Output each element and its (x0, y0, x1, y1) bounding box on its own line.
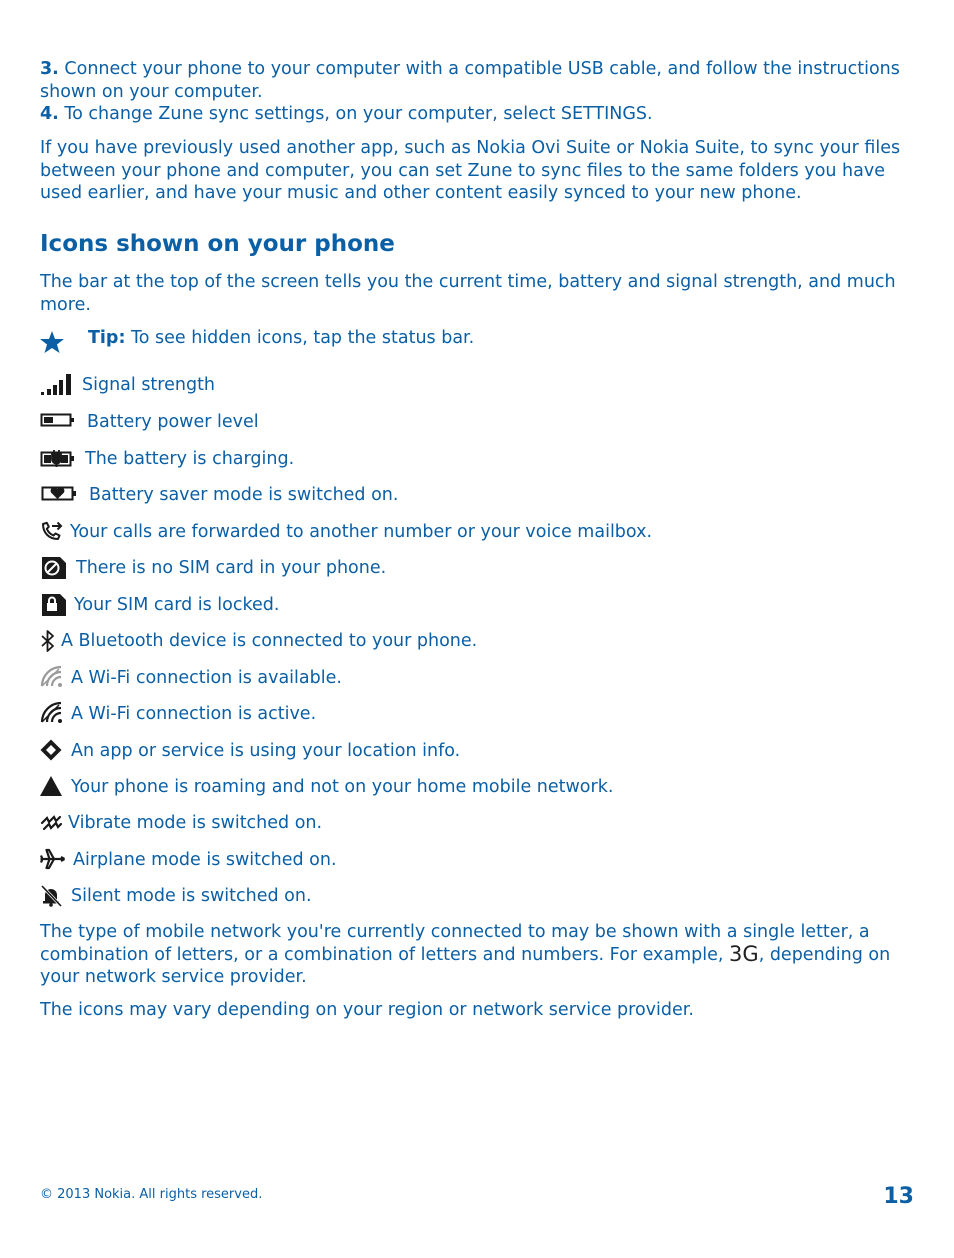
icon-label: A Bluetooth device is connected to your phone. (61, 631, 478, 651)
icon-row-silent (40, 884, 920, 910)
battery-level-icon (40, 410, 76, 432)
icon-row-wifi-available (40, 666, 920, 692)
closing-paragraph: The icons may vary depending on your region or network service provider. (40, 1000, 694, 1020)
icon-row-call-forward (40, 520, 920, 546)
icon-row-battery (40, 410, 920, 436)
icon-row-vibrate (40, 811, 920, 837)
section-intro: The bar at the top of the screen tells you the current time, battery and signal strength, and much more. (40, 272, 896, 315)
no-sim-icon (40, 556, 68, 580)
airplane-icon (40, 848, 66, 870)
network-text-after: , depending on your network service provider. (40, 944, 891, 987)
step-number: 4. (40, 104, 59, 124)
copyright: © 2013 Nokia. All rights reserved. (40, 1187, 263, 1202)
icon-row-location (40, 739, 920, 765)
icon-label: A Wi-Fi connection is available. (71, 668, 342, 688)
tip-body: To see hidden icons, tap the status bar. (125, 328, 475, 348)
bluetooth-icon (40, 629, 56, 653)
icon-label: An app or service is using your location info. (71, 741, 461, 761)
icon-row-sim-locked (40, 593, 920, 619)
icon-row-bluetooth (40, 629, 920, 655)
network-text-before: The type of mobile network you're currently connected to may be shown with a single letter, a combination of letters, or a combination of letters and numbers. For example, (40, 922, 870, 965)
roaming-icon (40, 775, 64, 797)
network-paragraph (40, 921, 920, 989)
icon-label: Battery saver mode is switched on. (89, 485, 399, 505)
step-number: 3. (40, 59, 59, 79)
battery-charging-icon (40, 447, 76, 469)
icon-label: Battery power level (87, 412, 259, 432)
wifi-active-icon (40, 702, 66, 724)
icon-row-charging (40, 447, 920, 473)
icon-label: Vibrate mode is switched on. (68, 813, 323, 833)
icon-label: There is no SIM card in your phone. (76, 558, 387, 578)
icon-label: A Wi-Fi connection is active. (71, 704, 317, 724)
icon-label: Your SIM card is locked. (74, 595, 280, 615)
star-icon (40, 330, 64, 354)
icon-label: Silent mode is switched on. (71, 886, 312, 906)
icon-row-roaming (40, 775, 920, 801)
step-text: To change Zune sync settings, on your computer, select SETTINGS. (64, 104, 653, 124)
silent-icon (40, 884, 64, 908)
icon-label: Signal strength (82, 375, 216, 395)
step-4 (40, 103, 920, 126)
sim-locked-icon (40, 593, 68, 617)
section-heading: Icons shown on your phone (40, 231, 395, 257)
icon-label: Airplane mode is switched on. (73, 850, 337, 870)
signal-strength-icon (40, 373, 74, 397)
tip-label: Tip: (88, 328, 126, 348)
icon-label: Your calls are forwarded to another number or your voice mailbox. (70, 522, 653, 542)
tip-text (88, 327, 474, 349)
icon-row-no-sim (40, 556, 920, 582)
vibrate-icon (40, 811, 64, 833)
step-3 (40, 58, 920, 103)
icon-row-airplane (40, 848, 920, 874)
icon-row-wifi-active (40, 702, 920, 728)
battery-saver-icon (40, 483, 78, 505)
icon-label: The battery is charging. (85, 449, 295, 469)
icon-row-battery-saver (40, 483, 920, 509)
location-icon (40, 739, 64, 761)
call-forward-icon (40, 520, 64, 542)
icon-row-signal (40, 373, 920, 399)
page-number: 13 (883, 1184, 914, 1209)
icon-label: Your phone is roaming and not on your home mobile network. (71, 777, 614, 797)
intro-paragraph: If you have previously used another app, such as Nokia Ovi Suite or Nokia Suite, to sync your files between your phone and computer, you can set Zune to sync files to the same folders you have used earlier, and have your music and other content easily synced to your new phone. (40, 138, 901, 203)
wifi-available-icon (40, 666, 66, 688)
network-type-3g-icon: 3G (729, 941, 759, 966)
step-text: Connect your phone to your computer with a compatible USB cable, and follow the instructions shown on your computer. (40, 59, 900, 102)
tip-box (40, 325, 920, 355)
